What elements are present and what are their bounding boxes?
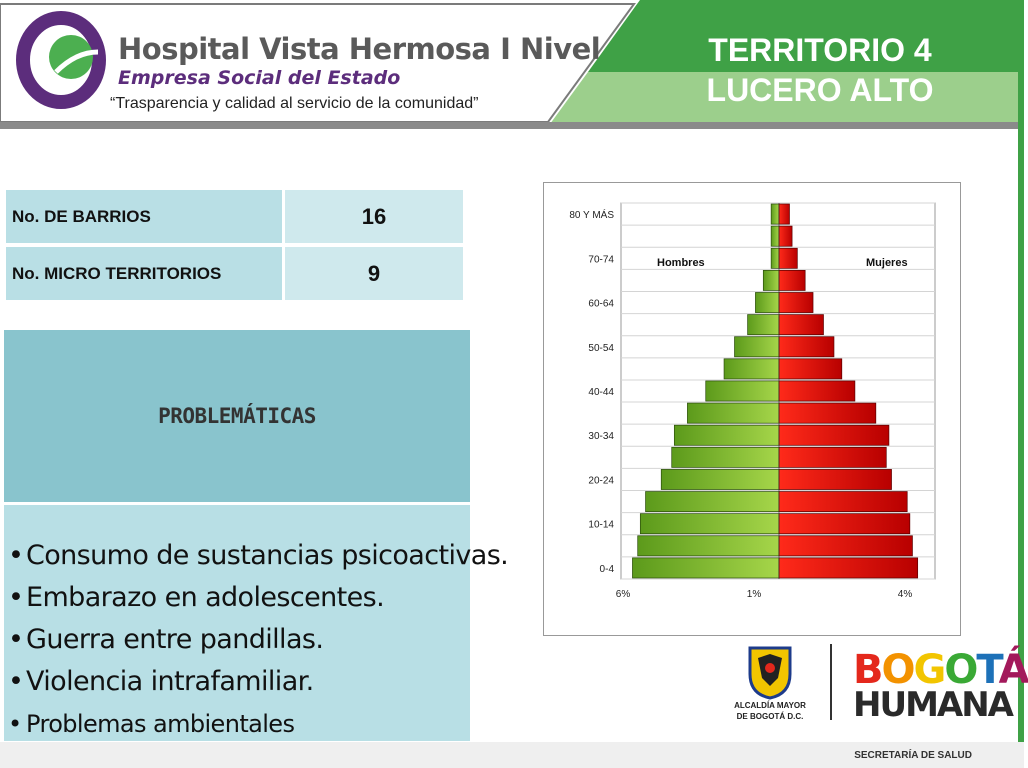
x-tick-label: 6% (615, 589, 631, 600)
hospital-name: Hospital Vista Hermosa I Nivel (118, 32, 601, 66)
bar-mujeres (779, 403, 876, 423)
list-item-text: Consumo de sustancias psicoactivas. (26, 540, 509, 571)
territory-number: TERRITORIO 4 (708, 32, 932, 68)
bar-mujeres (779, 447, 886, 467)
stats-row-micro-territorios (6, 247, 463, 300)
stats-value: 16 (285, 190, 463, 243)
list-item-text: Guerra entre pandillas. (26, 624, 324, 655)
header (0, 0, 1024, 130)
bar-hombres (771, 248, 779, 268)
coat-of-arms-icon (746, 644, 794, 700)
territory-name: LUCERO ALTO (706, 72, 934, 108)
bar-hombres (771, 204, 779, 224)
bar-hombres (672, 447, 779, 467)
y-tick-label: 30-34 (588, 431, 614, 443)
bar-hombres (632, 558, 779, 578)
bar-mujeres (779, 558, 918, 578)
bar-hombres (646, 492, 779, 512)
problematicas-title: PROBLEMÁTICAS (4, 330, 470, 502)
bar-hombres (771, 226, 779, 246)
pyramid-svg (544, 183, 960, 635)
alcaldia-label (728, 700, 812, 722)
bullet-icon: • (8, 624, 24, 655)
bullet-icon: • (8, 666, 24, 697)
bar-mujeres (779, 292, 813, 312)
problematicas-list (4, 505, 509, 745)
bar-mujeres (779, 514, 910, 534)
footer-bar (0, 742, 1024, 768)
bar-mujeres (779, 492, 907, 512)
hospital-logo (16, 12, 106, 107)
bogota-letter: Á (998, 647, 1028, 693)
y-tick-label: 40-44 (588, 387, 614, 398)
y-tick-label: 0-4 (599, 563, 614, 575)
bar-hombres (748, 315, 779, 335)
alcaldia-line: ALCALDÍA MAYOR (734, 701, 806, 710)
territory-title (640, 30, 1000, 110)
list-item-text: Problemas ambientales (26, 710, 295, 738)
y-tick-label: 60-64 (588, 298, 614, 310)
legend-mujeres: Mujeres (866, 257, 908, 269)
bullet-icon: • (8, 582, 24, 613)
bar-mujeres (779, 536, 912, 556)
bar-hombres (755, 292, 779, 312)
bar-mujeres (779, 359, 842, 379)
legend-hombres: Hombres (657, 257, 705, 269)
bar-hombres (735, 337, 779, 357)
problematicas-panel (4, 505, 509, 741)
list-item (4, 577, 470, 619)
list-item (4, 535, 509, 577)
y-tick-label: 80 Y MÁS (569, 210, 614, 222)
bar-mujeres (779, 469, 892, 489)
bar-mujeres (779, 226, 792, 246)
stats-label: No. DE BARRIOS (6, 190, 285, 243)
bar-mujeres (779, 337, 834, 357)
bar-hombres (706, 381, 779, 401)
secretaria-label: SECRETARÍA DE SALUD (854, 750, 972, 761)
x-tick-label: 4% (897, 589, 913, 600)
bar-hombres (687, 403, 779, 423)
y-tick-label: 10-14 (588, 519, 614, 531)
bogota-letter: B (853, 647, 882, 693)
stats-value: 9 (285, 247, 463, 300)
footer-divider (830, 644, 832, 720)
list-item (4, 703, 470, 745)
bullet-icon: • (8, 710, 22, 738)
bullet-icon: • (8, 540, 24, 571)
humana-logo-word: HUMANA (853, 685, 1012, 725)
bar-hombres (763, 270, 779, 290)
bar-mujeres (779, 425, 889, 445)
stats-table (6, 190, 463, 304)
bogota-letter: O (881, 647, 914, 693)
stats-label: No. MICRO TERRITORIOS (6, 247, 285, 300)
list-item-text: Violencia intrafamiliar. (26, 666, 314, 697)
x-tick-label: 1% (746, 589, 762, 600)
slogan: “Trasparencia y calidad al servicio de la comunidad” (110, 95, 479, 112)
list-item (4, 619, 470, 661)
hospital-subtitle: Empresa Social del Estado (118, 67, 401, 89)
bar-hombres (640, 514, 779, 534)
bar-mujeres (779, 315, 823, 335)
stats-row-barrios (6, 190, 463, 243)
bogota-letter: G (913, 647, 945, 693)
list-item (4, 661, 470, 703)
bar-mujeres (779, 204, 789, 224)
bar-mujeres (779, 270, 805, 290)
list-item-text: Embarazo en adolescentes. (26, 582, 385, 613)
y-tick-label: 70-74 (588, 254, 614, 266)
y-tick-label: 20-24 (588, 475, 614, 487)
y-tick-label: 50-54 (588, 342, 614, 354)
alcaldia-line: DE BOGOTÁ D.C. (736, 712, 804, 721)
bar-hombres (661, 469, 779, 489)
bar-mujeres (779, 248, 797, 268)
bar-mujeres (779, 381, 855, 401)
bogota-letter: T (976, 647, 999, 693)
population-pyramid-chart (543, 182, 961, 636)
bogota-letter: O (944, 647, 977, 693)
bar-hombres (674, 425, 779, 445)
bar-hombres (724, 359, 779, 379)
bar-hombres (638, 536, 779, 556)
